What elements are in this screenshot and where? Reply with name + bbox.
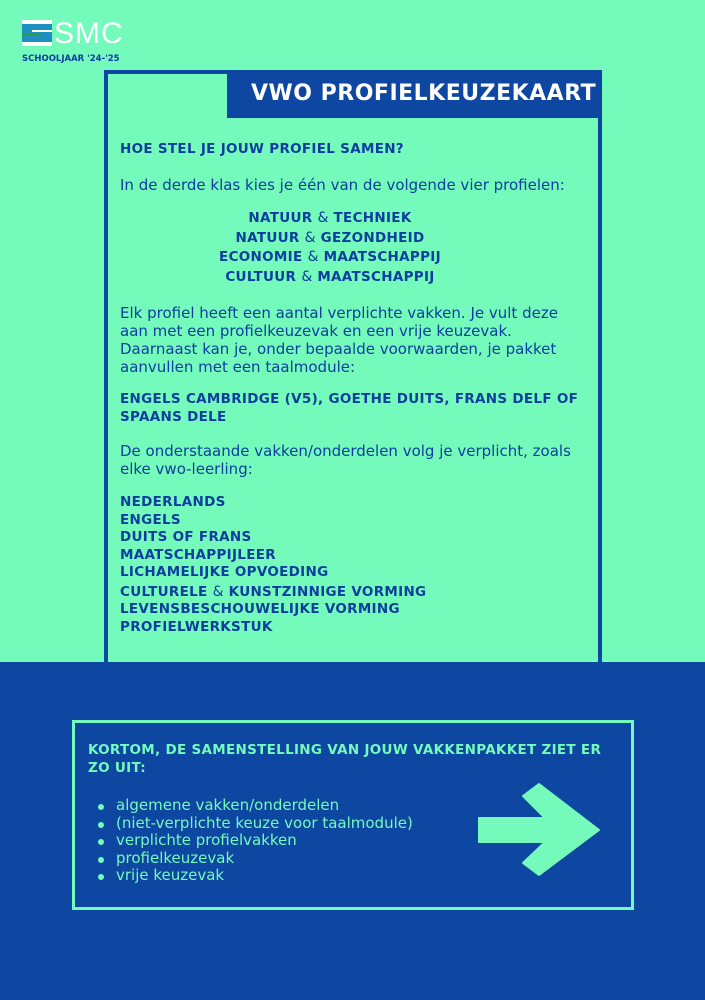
main-content: [120, 140, 580, 636]
language-modules: ENGELS CAMBRIDGE (V5), GOETHE DUITS, FRANS DELF OF SPAANS DELE: [120, 391, 579, 425]
list-item: MAATSCHAPPIJLEER: [120, 546, 276, 563]
logo-text: SMC: [54, 17, 124, 50]
paragraph-required: De onderstaande vakken/onderdelen volg je verplicht, zoals elke vwo-leerling:: [120, 442, 571, 478]
required-subjects-list: [120, 494, 580, 636]
profile-list: [120, 208, 540, 286]
smc-logo-icon: [22, 20, 54, 48]
summary-title: KORTOM, DE SAMENSTELLING VAN JOUW VAKKENPAKKET ZIET ER ZO UIT:: [88, 742, 602, 776]
profile-item: CULTUUR & MAATSCHAPPIJ: [225, 268, 435, 285]
intro-text: In de derde klas kies je één van de volgende vier profielen:: [120, 176, 565, 194]
list-item: NEDERLANDS: [120, 494, 226, 510]
page-title: VWO PROFIELKEUZEKAART: [227, 70, 602, 118]
list-item: LICHAMELIJKE OPVOEDING: [120, 564, 329, 580]
school-year: SCHOOLJAAR '24-'25: [22, 54, 120, 64]
list-item: DUITS OF FRANS: [120, 529, 252, 545]
list-item: CULTURELE & KUNSTZINNIGE VORMING: [120, 583, 427, 600]
list-item: PROFIELWERKSTUK: [120, 618, 273, 635]
list-item: LEVENSBESCHOUWELIJKE VORMING: [120, 601, 400, 617]
profile-item: NATUUR & TECHNIEK: [248, 210, 412, 226]
summary-list: [96, 797, 413, 885]
section-heading: HOE STEL JE JOUW PROFIEL SAMEN?: [120, 141, 404, 157]
arrow-right-icon: [477, 782, 602, 877]
list-item: verplichte profielvakken: [96, 832, 413, 850]
profile-item: ECONOMIE & MAATSCHAPPIJ: [219, 249, 441, 265]
profile-item: NATUUR & GEZONDHEID: [235, 229, 425, 246]
list-item: (niet-verplichte keuze voor taalmodule): [96, 815, 413, 833]
paragraph-explanation: Elk profiel heeft een aantal verplichte vakken. Je vult deze aan met een profielkeuzevak en een vrije keuzevak. Daarnaast kan je, onder bepaalde voorwaarden, je pakket aanvullen met een taalmodule:: [120, 304, 558, 376]
list-item: algemene vakken/onderdelen: [96, 797, 413, 815]
list-item: vrije keuzevak: [96, 867, 413, 885]
list-item: profielkeuzevak: [96, 850, 413, 868]
list-item: ENGELS: [120, 511, 181, 528]
